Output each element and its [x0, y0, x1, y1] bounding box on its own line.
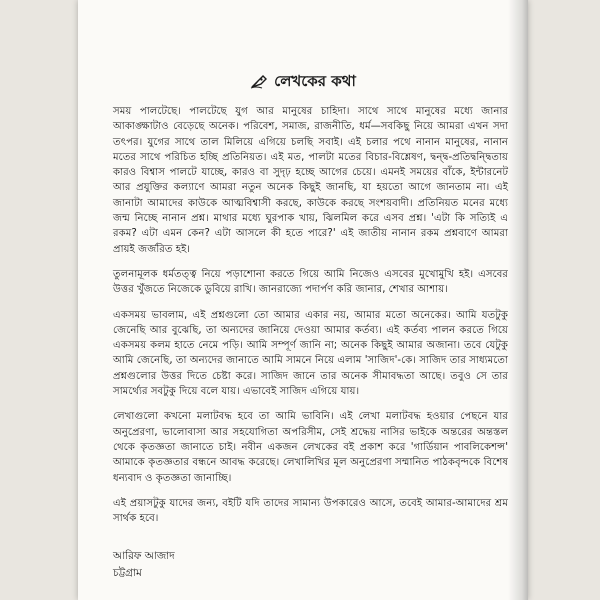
paragraph-2: তুলনামূলক ধর্মতত্ত্ব নিয়ে পড়াশোনা করতে গিয়ে আমি নিজেও এসবের মুখোমুখি হই। এসবের উত্তর খুঁজতে নিজেকে ডুবিয়ে রাখি। জানরাজ্যে পদার্পণ করি জানার, শেখার আশায়। [113, 268, 508, 296]
book-page [78, 0, 528, 600]
author-place: চট্টগ্রাম [113, 567, 142, 579]
paragraph-3: একসময় ভাবলাম, এই প্রশ্নগুলো তো আমার একার নয়, আমার মতো অনেকের। আমি যতটুকু জেনেছি আর বুঝেছি, তা অন্যদের জানিয়ে দেওয়া আমার কর্তব্য। এই কর্তব্য পালন করতে গিয়ে একসময় কলম হাতে নেমে পড়ি। আমি সম্পূর্ণ জানি না; অনেক কিছুই আমার অজানা। তবে যেটুকু আমি জেনেছি, তা অন্যদের জানাতে আমি সামনে নিয়ে এলাম 'সাজিদ'-কে। সাজিদ তার সাধ্যমতো প্রশ্নগুলোর উত্তর দিতে চেষ্টা করে। সাজিদ জানে তার অনেক সীমাবদ্ধতা আছে। তবুও সে তার সামর্থ্যের সবটুকু দিয়ে বলে যায়। এভাবেই সাজিদ এগিয়ে যায়। [113, 309, 508, 398]
paragraph-1: সময় পালটেছে। পালটেছে যুগ আর মানুষের চাহিদা। সাথে সাথে মানুষের মধ্যে জানার আকাঙ্ক্ষাটাও বেড়েছে অনেক। পরিবেশ, সমাজ, রাজনীতি, ধর্ম—সবকিছু নিয়ে আমরা এখন সদা তৎপর। যুগের সাথে তাল মিলিয়ে এগিয়ে চলছি সবাই। এই চলার পথে নানান মানুষের, নানান মতের সাথে পরিচিত হচ্ছি প্রতিনিয়ত। এই মত, পালটা মতের বিচার-বিশ্লেষণ, দ্বন্দ্ব-প্রতিদ্বন্দ্বিতায় কারও বিশ্বাস পালটে যাচ্ছে, কারও বা সুদৃঢ় হচ্ছে আগের চেয়ে। এমনই সময়ের বাঁকে, ইন্টারনেট আর প্রযুক্তির কল্যাণে আমরা নতুন অনেক কিছুই জানছি, যা হয়তো আগে জানতাম না। এই জানাটা আমাদের কাউকে আত্মবিশ্বাসী করছে, কাউকে করছে সংশয়বাদী। প্রতিনিয়ত মনের মধ্যে জন্ম নিচ্ছে নানান প্রশ্ন। মাথার মধ্যে ঘুরপাক খায়, ঝিলমিল করে এসব প্রশ্ন। 'এটা কি সত্যিই এ রকম? এটা এমন কেন? এটা আসলে কী হতে পারে?' এই জাতীয় নানান রকম প্রশ্নবাণে আমরা প্রায়ই জর্জরিত হই। [113, 106, 508, 255]
chapter-heading [78, 70, 528, 95]
pen-nib-icon [250, 73, 268, 93]
paragraph-4: লেখাগুলো কখনো মলাটবদ্ধ হবে তা আমি ভাবিনি। এই লেখা মলাটবদ্ধ হওয়ার পেছনে যার অনুপ্রেরণা, ভালোবাসা আর সহযোগিতা অপরিসীম, সেই শ্রদ্ধেয় নাসির ভাইকে অন্তরের অন্তস্তল থেকে কৃতজ্ঞতা জানাতে চাই। নবীন একজন লেখকের বই প্রকাশ করে 'গার্ডিয়ান পাবলিকেশন্স' আমাকে কৃতজ্ঞতার বন্ধনে আবদ্ধ করেছে। লেখালিখির মূল অনুপ্রেরণা সম্মানিত পাঠকবৃন্দকে বিশেষ ধন্যবাদ ও কৃতজ্ঞতা জানাচ্ছি। [113, 411, 508, 484]
author-name: আরিফ আজাদ [113, 550, 175, 562]
preface-body [113, 104, 508, 536]
heading-title: লেখকের কথা [274, 72, 356, 90]
paragraph-5: এই প্রয়াসটুকু যাদের জন্য, বইটি যদি তাদের সামান্য উপকারেও আসে, তবেই আমার-আমাদের শ্রম সার্থক হবে। [113, 497, 508, 525]
page-gutter-shadow [508, 0, 528, 600]
author-signature [113, 548, 175, 582]
